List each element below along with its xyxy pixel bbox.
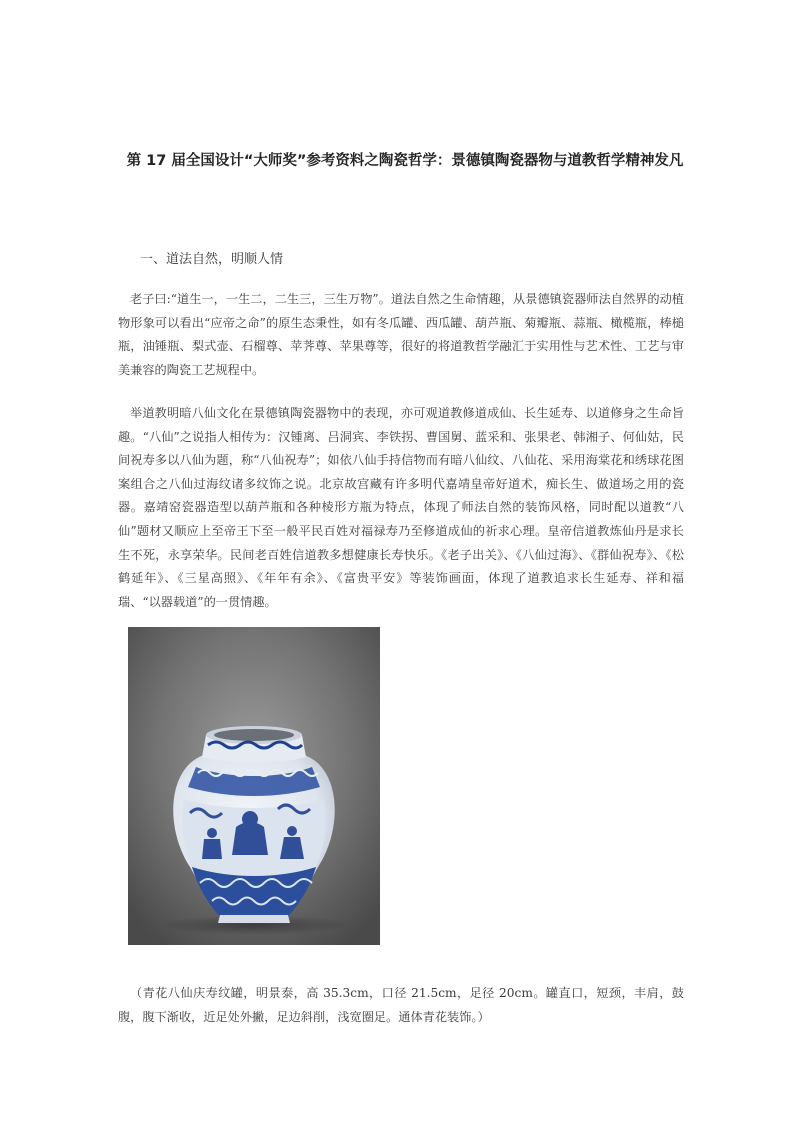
porcelain-jar-photo [128,627,380,945]
image-caption: （青花八仙庆寿纹罐，明景泰，高 35.3cm，口径 21.5cm，足径 20cm。罐直口，短颈，丰肩，鼓腹，腹下渐收，近足处外撇，足边斜削，浅宽圈足。通体青花装饰。） [118,986,684,1024]
blue-white-porcelain-jar-image [128,627,380,945]
paragraph-2: 举道教明暗八仙文化在景德镇陶瓷器物中的表现，亦可观道教修道成仙、长生延寿、以道修身之生命旨趣。“八仙”之说指人相传为：汉锺离、吕洞宾、李铁拐、曹国舅、蓝采和、张果老、韩湘子、何仙姑，民间祝寿多以八仙为题，称“八仙祝寿”；如依八仙手持信物而有暗八仙纹、八仙花、采用海棠花和绣球花图案组合之八仙过海纹诸多纹饰之说。北京故宫藏有许多明代嘉靖皇帝好道术，痴长生、做道场之用的瓷器。嘉靖窑瓷器造型以葫芦瓶和各种棱形方瓶为特点，体现了师法自然的装饰风格，同时配以道教“八仙”题材又顺应上至帝王下至一般平民百姓对福禄寿乃至修道成仙的祈求心理。皇帝信道教炼仙丹是求长生不死，永享荣华。民间老百姓信道教多想健康长寿快乐。《老子出关》、《八仙过海》、《群仙祝寿》、《松鹤延年》、《三星高照》、《年年有余》、《富贵平安》等装饰画面，体现了道教追求长生延寿、祥和福瑞、“以器载道”的一贯情趣。 [118,406,684,609]
document-title: 第 17 届全国设计“大师奖”参考资料之陶瓷哲学：景德镇陶瓷器物与道教哲学精神发凡 [126,153,684,169]
section-heading: 一、道法自然，明顺人情 [140,252,284,267]
paragraph-1: 老子曰:“道生一，一生二，二生三，三生万物”。道法自然之生命情趣，从景德镇瓷器师法自然界的动植物形象可以看出“应帝之命”的原生态秉性，如有冬瓜罐、西瓜罐、葫芦瓶、菊瓣瓶、蒜瓶、橄榄瓶，棒槌瓶，油锤瓶、梨式壶、石榴尊、苹荠尊、苹果尊等，很好的将道教哲学融汇于实用性与艺术性、工艺与审美兼容的陶瓷工艺规程中。 [118,292,684,377]
